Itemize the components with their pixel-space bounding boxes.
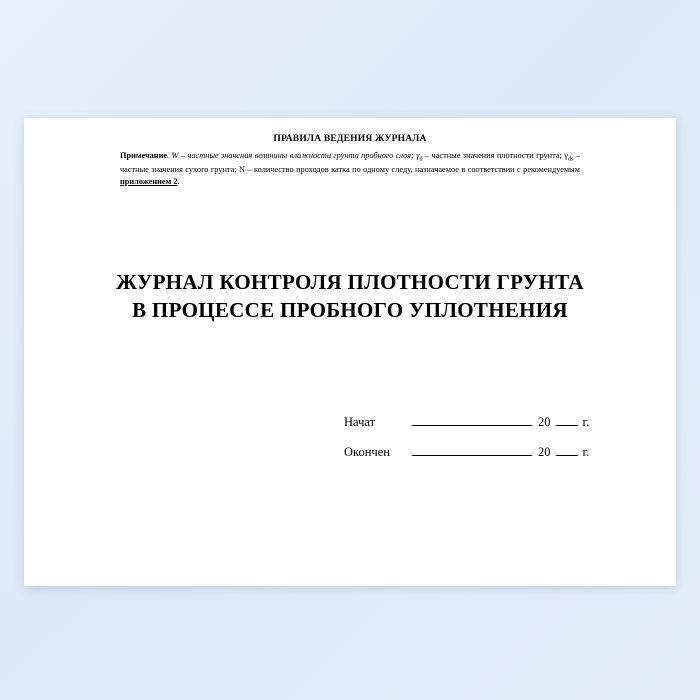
year-prefix-finished: 20 (538, 445, 551, 459)
year-prefix-started: 20 (538, 415, 551, 429)
dates-block (344, 414, 644, 474)
year-suffix-started: г. (582, 415, 590, 429)
document-sheet (24, 118, 676, 586)
date-label-started: Начат (344, 415, 376, 429)
title-line-2: В ПРОЦЕССЕ ПРОБНОГО УПЛОТНЕНИЯ (132, 298, 568, 323)
note-text-2: – частные значения плотности грунта; γ (422, 151, 568, 160)
note-paragraph (120, 150, 580, 188)
date-finished-field[interactable] (412, 444, 532, 456)
year-finished-field[interactable] (556, 444, 578, 456)
date-row-finished (344, 444, 644, 460)
date-started-field[interactable] (412, 414, 532, 426)
note-subscript-2: ds (567, 155, 574, 163)
note-label: Примечание (120, 151, 168, 160)
note-appendix-link[interactable]: приложением 2 (120, 177, 178, 187)
document-sheet-content (24, 118, 676, 586)
date-row-started (344, 414, 644, 430)
note-subscript-1: d (419, 155, 423, 163)
rules-heading: ПРАВИЛА ВЕДЕНИЯ ЖУРНАЛА (273, 134, 427, 144)
date-label-finished: Окончен (344, 445, 390, 459)
note-text-3: – частные значения сухого грунта; N – количество проходов катка по одному следу, назначаемое в соответствии с рекомендуемым (120, 151, 580, 175)
year-started-field[interactable] (556, 414, 578, 426)
year-suffix-finished: г. (582, 445, 590, 459)
note-text-1: . W – частные значения величины влажности грунта пробного слоя; γ (167, 151, 420, 160)
title-line-1: ЖУРНАЛ КОНТРОЛЯ ПЛОТНОСТИ ГРУНТА (116, 270, 584, 294)
document-title (24, 268, 676, 325)
note-text-end: . (177, 177, 180, 187)
